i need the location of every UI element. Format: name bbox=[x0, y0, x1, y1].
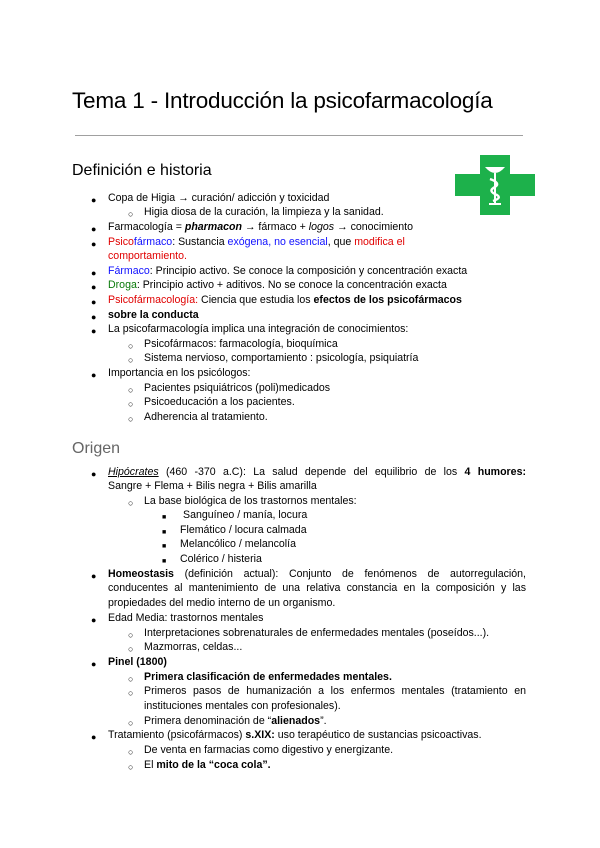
text-run: → conocimiento bbox=[334, 221, 414, 233]
bullet: ● bbox=[91, 195, 97, 205]
bullet: ● bbox=[91, 268, 97, 278]
list-item: Colérico / histeria bbox=[180, 553, 262, 565]
sub-bullet: ○ bbox=[128, 644, 134, 654]
sub-bullet: ○ bbox=[128, 355, 134, 365]
text-run: fármacología: bbox=[133, 294, 199, 306]
list-item: Adherencia al tratamiento. bbox=[144, 411, 268, 423]
list-item bbox=[144, 758, 271, 773]
bullet: ● bbox=[91, 326, 97, 336]
list-item: Interpretaciones sobrenaturales de enfermedades mentales (poseídos...). bbox=[144, 627, 490, 639]
list-item: La psicofarmacología implica una integración de conocimientos: bbox=[108, 323, 409, 335]
list-item bbox=[108, 235, 405, 250]
text-run: uso terapéutico de sustancias psicoactivas. bbox=[274, 729, 482, 741]
bullet: ● bbox=[91, 469, 97, 479]
sub-bullet: ○ bbox=[128, 762, 134, 772]
list-item: Psicoeducación a los pacientes. bbox=[144, 396, 295, 408]
pharmacy-cross-icon bbox=[455, 155, 535, 215]
bullet: ● bbox=[91, 297, 97, 307]
bullet: ● bbox=[91, 224, 97, 234]
list-item bbox=[108, 293, 462, 308]
sub-bullet: ○ bbox=[128, 688, 134, 698]
list-item bbox=[108, 264, 467, 279]
bullet: ● bbox=[91, 282, 97, 292]
text-run: Ciencia que estudia los bbox=[198, 294, 314, 306]
text-run: Farmacología = bbox=[108, 221, 185, 233]
text-run: pharmacon bbox=[184, 221, 242, 233]
text-run: → fármaco + bbox=[241, 221, 309, 233]
section-heading-definicion: Definición e historia bbox=[72, 162, 212, 179]
text-run: mito de la “coca cola”. bbox=[156, 759, 271, 771]
sub-bullet: ○ bbox=[128, 399, 134, 409]
text-run: : Sustancia bbox=[172, 236, 228, 248]
bullet: ● bbox=[91, 370, 97, 380]
text-run: logos bbox=[308, 221, 335, 233]
list-item: Sistema nervioso, comportamiento : psicología, psiquiatría bbox=[144, 352, 419, 364]
text-run: Psico bbox=[108, 294, 134, 306]
text-run: s.XIX: bbox=[245, 729, 275, 741]
list-item bbox=[108, 465, 526, 480]
square-bullet: ■ bbox=[162, 529, 167, 536]
bullet: ● bbox=[91, 312, 97, 322]
list-item: Pacientes psiquiátricos (poli)medicados bbox=[144, 382, 331, 394]
text-run: : Principio activo. Se conoce la composición y concentración exacta bbox=[149, 265, 468, 277]
text-run: (definición actual): Conjunto de fenómenos de autorregulación, bbox=[173, 568, 526, 580]
sub-bullet: ○ bbox=[128, 674, 134, 684]
list-item: sobre la conducta bbox=[108, 309, 199, 321]
list-item bbox=[108, 278, 447, 293]
text-run: fármaco bbox=[133, 236, 173, 248]
bullet: ● bbox=[91, 659, 97, 669]
list-item: Pinel (1800) bbox=[108, 656, 167, 668]
list-item bbox=[108, 728, 482, 743]
list-item: Flemático / locura calmada bbox=[180, 524, 307, 536]
list-item-continued: propiedades del medio interno de un organismo. bbox=[108, 597, 336, 609]
text-run: Tratamiento (psicofármacos) bbox=[108, 729, 246, 741]
list-item: Psicofármacos: farmacología, bioquímica bbox=[144, 338, 338, 350]
list-item-continued: instituciones mentales con profesionales). bbox=[144, 700, 341, 712]
list-item: Sanguíneo / manía, locura bbox=[183, 509, 308, 521]
sub-bullet: ○ bbox=[128, 630, 134, 640]
list-item: De venta en farmacias como digestivo y energizante. bbox=[144, 744, 394, 756]
list-item: Higia diosa de la curación, la limpieza y la sanidad. bbox=[144, 206, 384, 218]
text-run: exógena bbox=[227, 236, 269, 248]
list-item-continued: conducentes al mantenimiento de una relativa constancia en la composición y las bbox=[108, 582, 526, 594]
bullet: ● bbox=[91, 732, 97, 742]
list-item: La base biológica de los trastornos mentales: bbox=[144, 495, 357, 507]
square-bullet: ■ bbox=[162, 558, 167, 565]
list-item bbox=[108, 567, 526, 582]
text-run: Homeostasis bbox=[108, 568, 174, 580]
list-item-continued: comportamiento. bbox=[108, 250, 187, 262]
section-heading-origen: Origen bbox=[72, 440, 121, 457]
sub-bullet: ○ bbox=[128, 209, 134, 219]
list-item bbox=[108, 220, 413, 235]
text-run: , que bbox=[327, 236, 355, 248]
sub-bullet: ○ bbox=[128, 498, 134, 508]
text-run: Fármaco bbox=[108, 265, 150, 277]
list-item: Mazmorras, celdas... bbox=[144, 641, 243, 653]
list-item: Primeros pasos de humanización a los enfermos mentales (tratamiento en bbox=[144, 685, 526, 697]
text-run: 4 humores: bbox=[464, 466, 526, 478]
text-run: efectos de los psicofármacos bbox=[313, 294, 462, 306]
list-item: Copa de Higia → curación/ adicción y toxicidad bbox=[108, 192, 330, 204]
sub-bullet: ○ bbox=[128, 718, 134, 728]
list-item: Melancólico / melancolía bbox=[180, 538, 296, 550]
text-run: Droga bbox=[108, 279, 137, 291]
text-run: alienados bbox=[271, 715, 321, 727]
text-run: : Principio activo + aditivos. No se conoce la concentración exacta bbox=[136, 279, 447, 291]
square-bullet: ■ bbox=[162, 514, 167, 521]
sub-bullet: ○ bbox=[128, 414, 134, 424]
text-run: Psico bbox=[108, 236, 134, 248]
text-run: ”. bbox=[320, 715, 327, 727]
sub-bullet: ○ bbox=[128, 341, 134, 351]
bullet: ● bbox=[91, 571, 97, 581]
page-title: Tema 1 - Introducción la psicofarmacología bbox=[72, 88, 493, 113]
sub-bullet: ○ bbox=[128, 385, 134, 395]
sub-bullet: ○ bbox=[128, 747, 134, 757]
text-run: Primera denominación de “ bbox=[144, 715, 272, 727]
text-run: , bbox=[268, 236, 275, 248]
bullet: ● bbox=[91, 239, 97, 249]
text-run: El bbox=[144, 759, 157, 771]
text-run: Hipócrates bbox=[108, 466, 159, 478]
text-run: (460 -370 a.C): La salud depende del equilibrio de los bbox=[158, 466, 465, 478]
square-bullet: ■ bbox=[162, 543, 167, 550]
list-item: Importancia en los psicólogos: bbox=[108, 367, 251, 379]
bullet: ● bbox=[91, 615, 97, 625]
text-run: no esencial bbox=[274, 236, 328, 248]
text-run: modifica el bbox=[354, 236, 405, 248]
list-item-continued: Sangre + Flema + Bilis negra + Bilis amarilla bbox=[108, 480, 317, 492]
list-item: Edad Media: trastornos mentales bbox=[108, 612, 264, 624]
divider bbox=[75, 135, 523, 136]
list-item bbox=[144, 714, 327, 729]
list-item: Primera clasificación de enfermedades mentales. bbox=[144, 671, 392, 683]
